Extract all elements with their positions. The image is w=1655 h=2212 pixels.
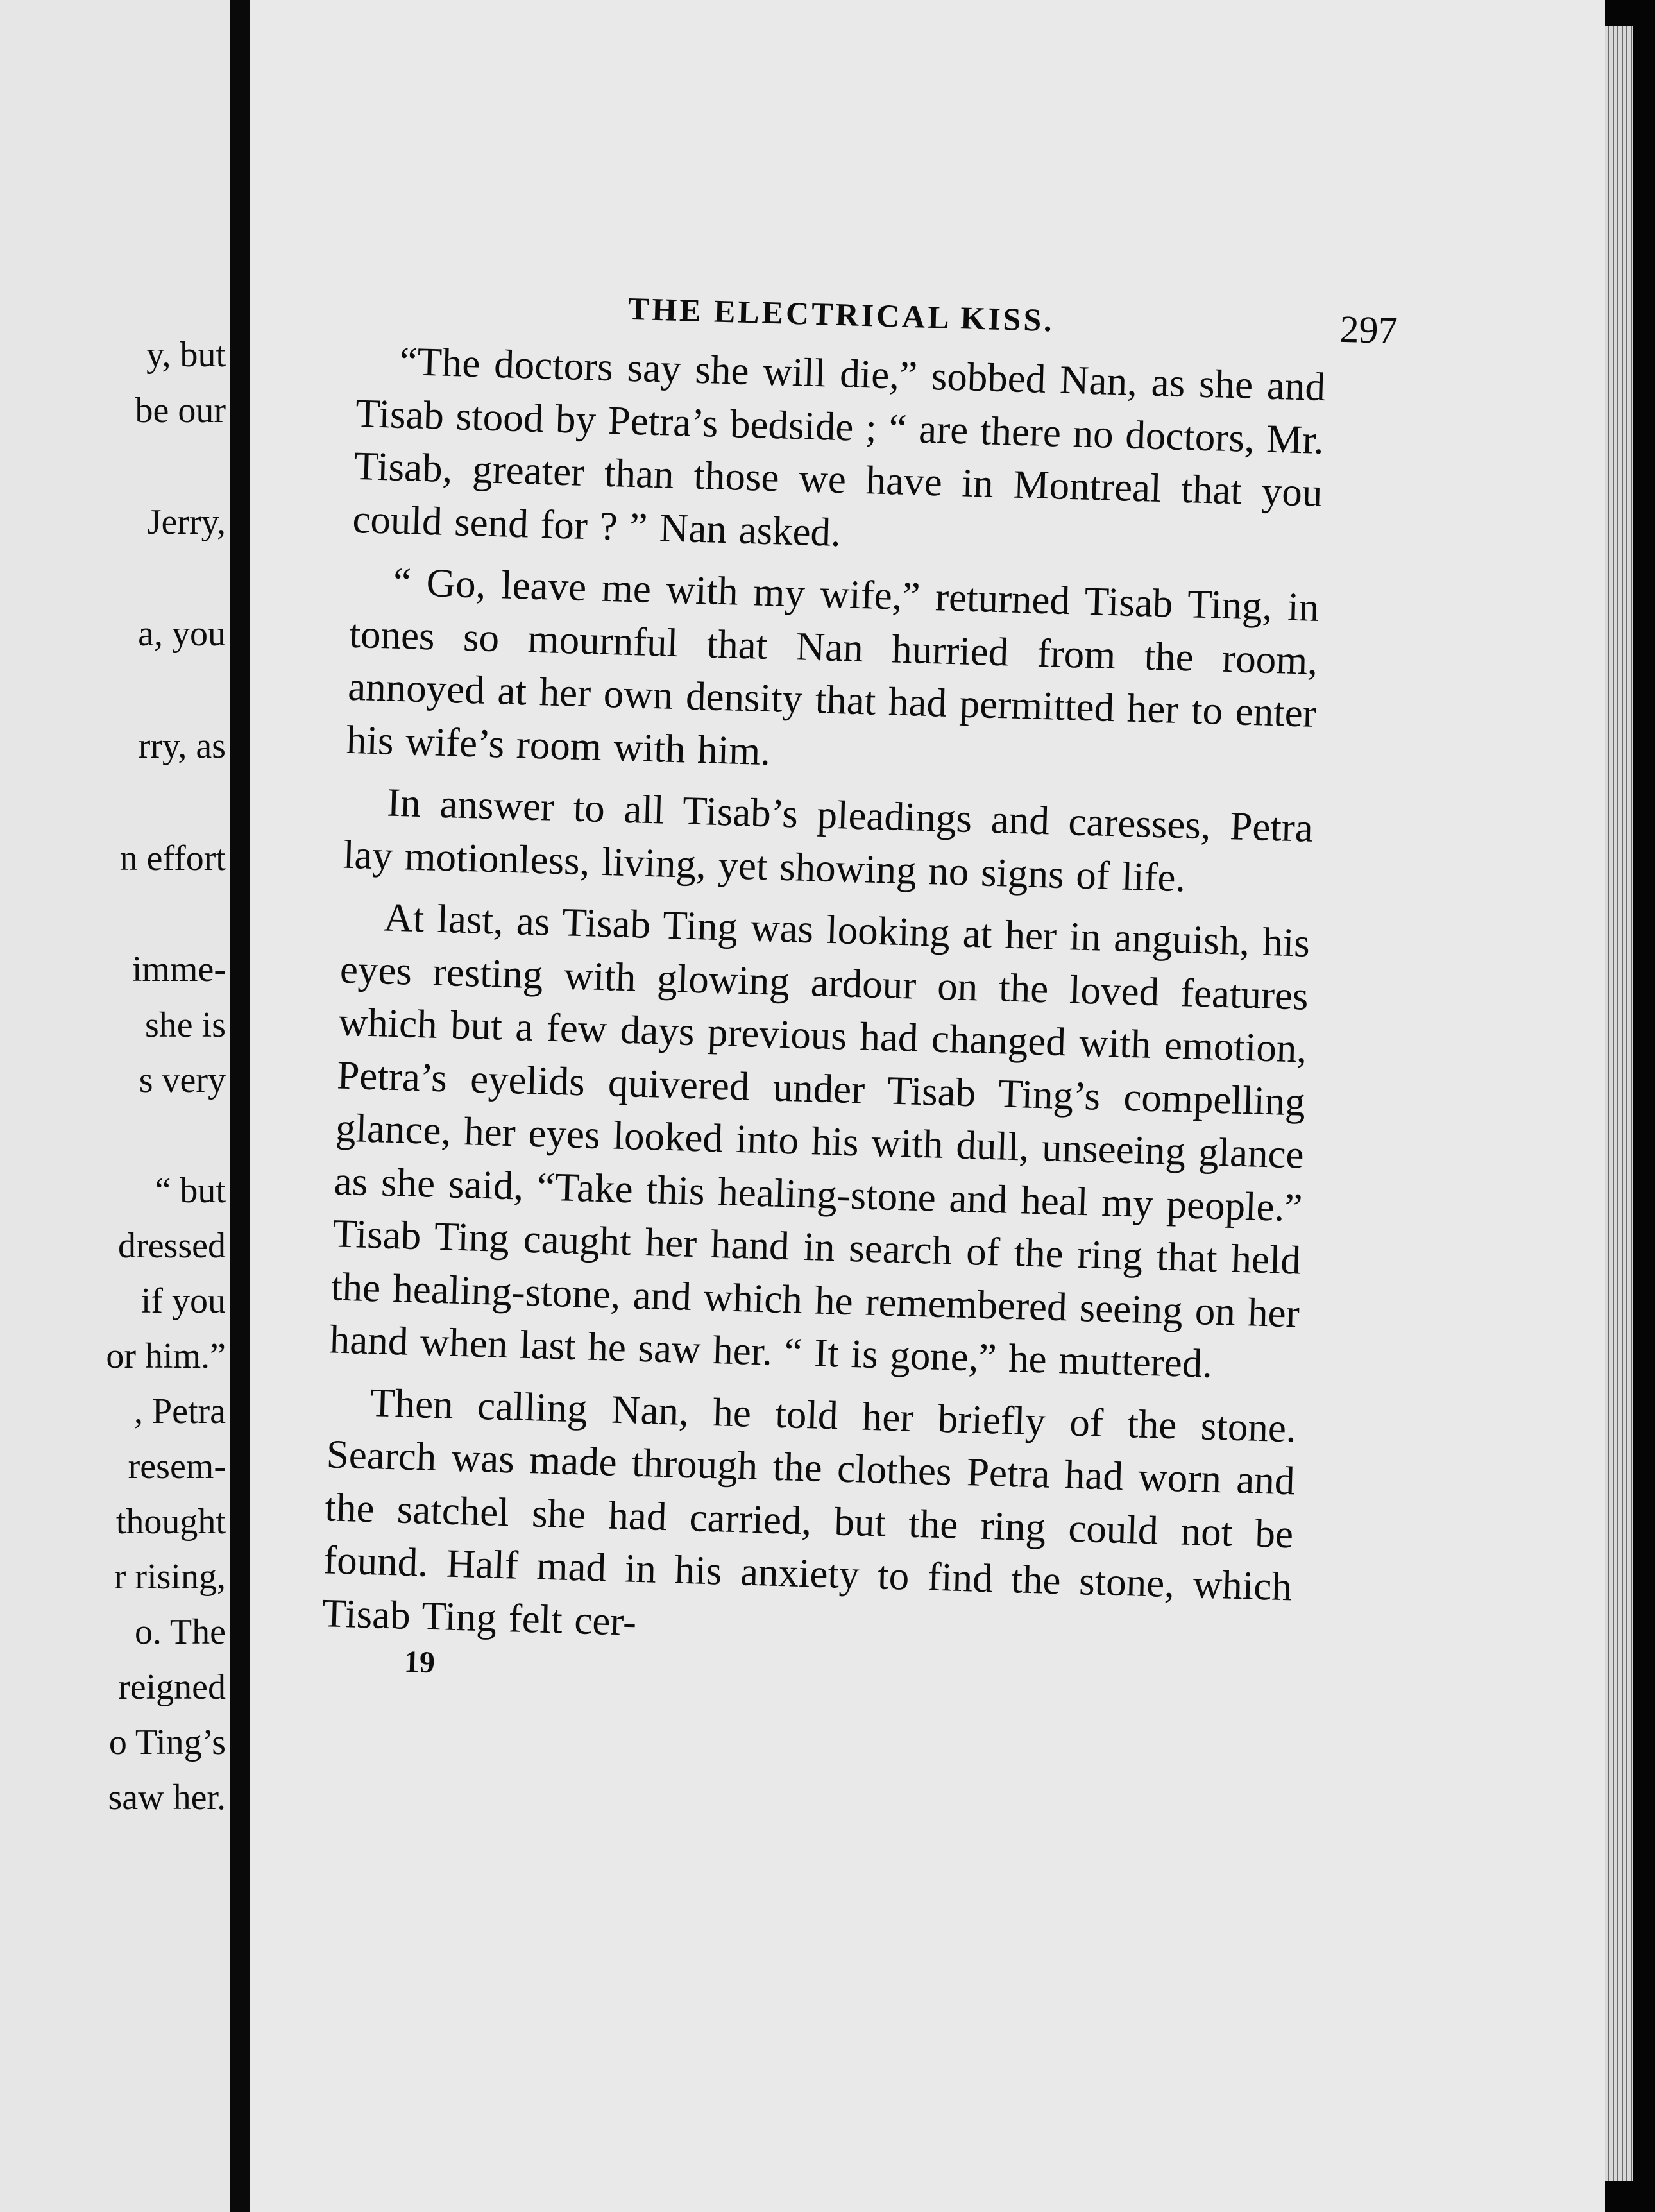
previous-page-line: if you bbox=[140, 1281, 226, 1321]
book-gutter bbox=[230, 0, 250, 2212]
previous-page-line: be our bbox=[135, 391, 226, 430]
previous-page-line: o Ting’s bbox=[108, 1723, 226, 1762]
previous-page-fragment bbox=[0, 0, 230, 2212]
page-297 bbox=[250, 0, 1605, 2212]
paragraph: Then calling Nan, he told her briefly of the stone. Search was made through the clothes Petra had worn and the satchel she had carried, but the ring could not be found. Half mad in his anxiety to find the stone, which Tisab Ting felt cer- bbox=[321, 1379, 1297, 1644]
page-edges bbox=[1605, 26, 1633, 2181]
previous-page-line: o. The bbox=[134, 1612, 226, 1652]
previous-page-line: resem- bbox=[128, 1447, 226, 1486]
previous-page-line: s very bbox=[139, 1060, 226, 1100]
previous-page-line: r rising, bbox=[114, 1557, 226, 1597]
paragraph: “The doctors say she will die,” sobbed Nan, as she and Tisab stood by Petra’s bedside ; “ are there no doctors, Mr. Tisab, greater than those we have in Montreal that you could send for ? ” Nan asked. bbox=[352, 338, 1327, 555]
previous-page-line: n effort bbox=[119, 838, 226, 878]
previous-page-line: y, but bbox=[146, 335, 226, 375]
signature-mark: 19 bbox=[403, 1644, 436, 1680]
previous-page-line: or him.” bbox=[106, 1336, 226, 1376]
running-title: THE ELECTRICAL KISS. bbox=[627, 290, 1055, 339]
previous-page-line: rry, as bbox=[138, 726, 226, 766]
previous-page-line: , Petra bbox=[133, 1391, 226, 1431]
previous-page-line: saw her. bbox=[108, 1778, 226, 1817]
previous-page-line: she is bbox=[145, 1005, 226, 1045]
page-number: 297 bbox=[1339, 307, 1398, 352]
paragraph: At last, as Tisab Ting was looking at her in anguish, his eyes resting with glowing ardour on the loved features which but a few days previous had changed with emotion, Petra’s eyelids quivered under Tisab Ting’s compelling glance, her eyes looked into his with dull, unseeing glance as she said, “Take this healing-stone and heal my people.” Tisab Ting caught her hand in search of the ring that held the healing-stone, and which he remembered seeing on her hand when last he saw her. “ It is gone,” he muttered. bbox=[329, 894, 1311, 1386]
previous-page-line: thought bbox=[115, 1502, 226, 1542]
paragraph: In answer to all Tisab’s pleadings and caresses, Petra lay motionless, living, yet showing no signs of life. bbox=[343, 779, 1314, 900]
paragraph: “ Go, leave me with my wife,” returned Tisab Ting, in tones so mournful that Nan hurried from the room, annoyed at her own density that had permitted her to enter his wife’s room with him. bbox=[346, 559, 1320, 774]
previous-page-line: Jerry, bbox=[147, 502, 226, 542]
previous-page-line: a, you bbox=[138, 614, 226, 654]
previous-page-line: dressed bbox=[118, 1226, 226, 1266]
previous-page-line: reigned bbox=[118, 1667, 226, 1707]
previous-page-line: imme- bbox=[132, 949, 226, 989]
previous-page-line: “ but bbox=[155, 1171, 226, 1211]
page-text-block bbox=[320, 282, 1398, 1704]
